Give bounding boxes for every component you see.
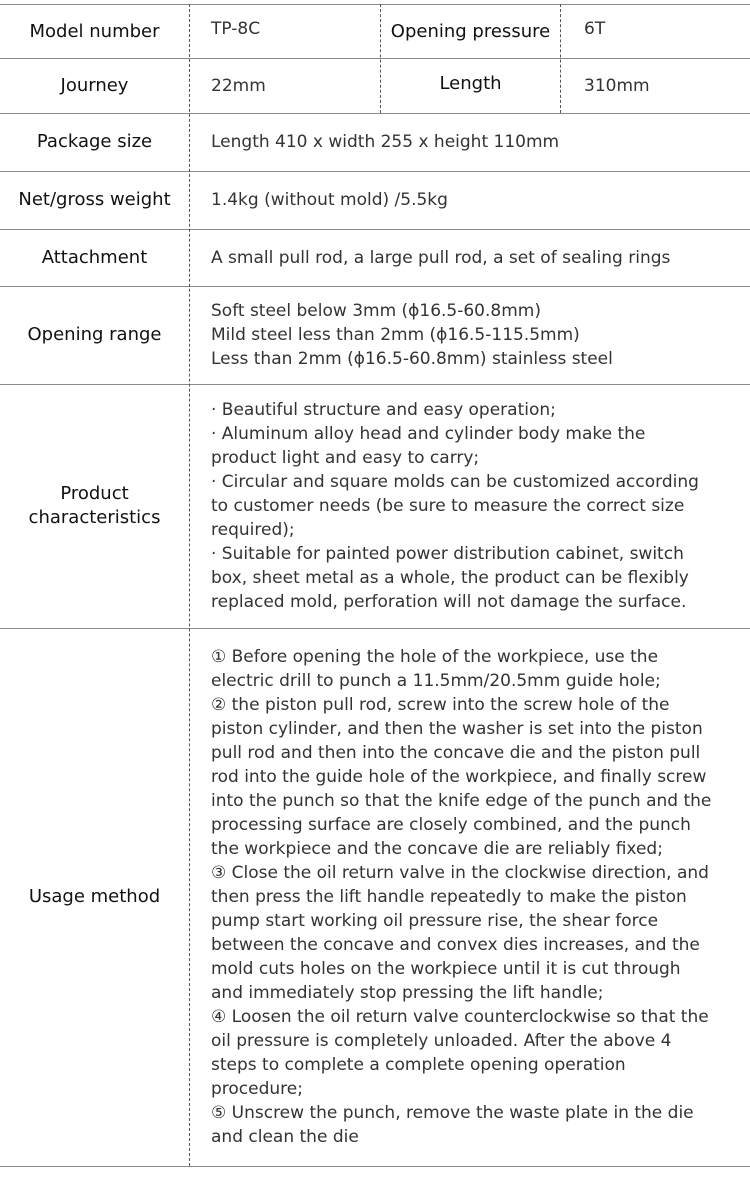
value-text: A small pull rod, a large pull rod, a set of sealing rings (211, 247, 671, 268)
usage-line: piston cylinder, and then the washer is set into the piston (211, 719, 703, 739)
usage-line: steps to complete a complete opening operation (211, 1055, 626, 1075)
value-model-number: TP-8C (211, 19, 261, 39)
usage-line: between the concave and convex dies increases, and the (211, 935, 700, 955)
characteristics-line: · Aluminum alloy head and cylinder body make the (211, 424, 646, 444)
usage-line: then press the lift handle repeatedly to make the piston (211, 887, 687, 907)
usage-line: ① Before opening the hole of the workpiece, use the (211, 647, 659, 667)
characteristics-line: · Beautiful structure and easy operation; (211, 400, 556, 420)
characteristics-line: replaced mold, perforation will not damage the surface. (211, 592, 687, 612)
usage-line: ④ Loosen the oil return valve counterclockwise so that the (211, 1007, 709, 1027)
usage-line: pull rod and then into the concave die and the piston pull (211, 743, 701, 763)
label-usage-method: Usage method (28, 886, 161, 907)
characteristics-line: product light and easy to carry; (211, 448, 480, 468)
usage-line: procedure; (211, 1079, 303, 1099)
opening-range-line: Less than 2mm (ϕ16.5-60.8mm) stainless steel (211, 349, 613, 369)
usage-line: mold cuts holes on the workpiece until it is cut through (211, 959, 681, 979)
value-product-characteristics (211, 384, 738, 628)
usage-line: oil pressure is completely unloaded. After the above 4 (211, 1031, 672, 1051)
label-line: characteristics (28, 507, 161, 528)
usage-line: the workpiece and the concave die are reliably fixed; (211, 839, 663, 859)
value-journey: 22mm (211, 75, 266, 96)
value-opening-pressure: 6T (584, 19, 606, 39)
usage-line: rod into the guide hole of the workpiece, and finally screw (211, 767, 707, 787)
value-text: Length 410 x width 255 x height 110mm (211, 132, 560, 152)
label-journey: Journey (60, 75, 129, 96)
column-divider (560, 4, 561, 113)
usage-line: and clean the die (211, 1127, 359, 1147)
usage-line: processing surface are closely combined, and the punch (211, 815, 691, 835)
label-opening-pressure: Opening pressure (390, 20, 551, 42)
characteristics-line: · Suitable for painted power distribution cabinet, switch (211, 544, 684, 564)
value-net-gross-weight (211, 171, 738, 229)
label-model-number: Model number (29, 20, 160, 42)
row-divider (0, 1166, 750, 1167)
label-opening-range: Opening range (27, 324, 162, 345)
label-length: Length (439, 73, 502, 94)
label-net-gross-weight: Net/gross weight (18, 189, 171, 210)
value-attachment (211, 229, 738, 286)
characteristics-line: box, sheet metal as a whole, the product can be flexibly (211, 568, 689, 588)
value-package-size (211, 113, 738, 171)
characteristics-line: required); (211, 520, 295, 540)
label-line: Product (60, 483, 129, 504)
label-product-characteristics (0, 384, 189, 628)
usage-line: ⑤ Unscrew the punch, remove the waste plate in the die (211, 1103, 694, 1123)
usage-line: electric drill to punch a 11.5mm/20.5mm guide hole; (211, 671, 661, 691)
characteristics-line: · Circular and square molds can be customized according (211, 472, 699, 492)
usage-line: and immediately stop pressing the lift handle; (211, 983, 604, 1003)
usage-line: ② the piston pull rod, screw into the screw hole of the (211, 695, 670, 715)
opening-range-line: Mild steel less than 2mm (ϕ16.5-115.5mm) (211, 325, 580, 345)
usage-line: ③ Close the oil return valve in the clockwise direction, and (211, 863, 709, 883)
opening-range-line: Soft steel below 3mm (ϕ16.5-60.8mm) (211, 301, 541, 321)
value-usage-method (211, 628, 738, 1166)
characteristics-line: to customer needs (be sure to measure the correct size (211, 496, 685, 516)
value-text: 1.4kg (without mold) /5.5kg (211, 190, 448, 210)
label-package-size: Package size (36, 131, 153, 152)
value-opening-range (211, 286, 738, 384)
usage-line: into the punch so that the knife edge of the punch and the (211, 791, 712, 811)
value-length: 310mm (584, 75, 650, 96)
column-divider (189, 4, 190, 1166)
usage-line: pump start working oil pressure rise, the shear force (211, 911, 659, 931)
label-attachment: Attachment (41, 246, 148, 268)
